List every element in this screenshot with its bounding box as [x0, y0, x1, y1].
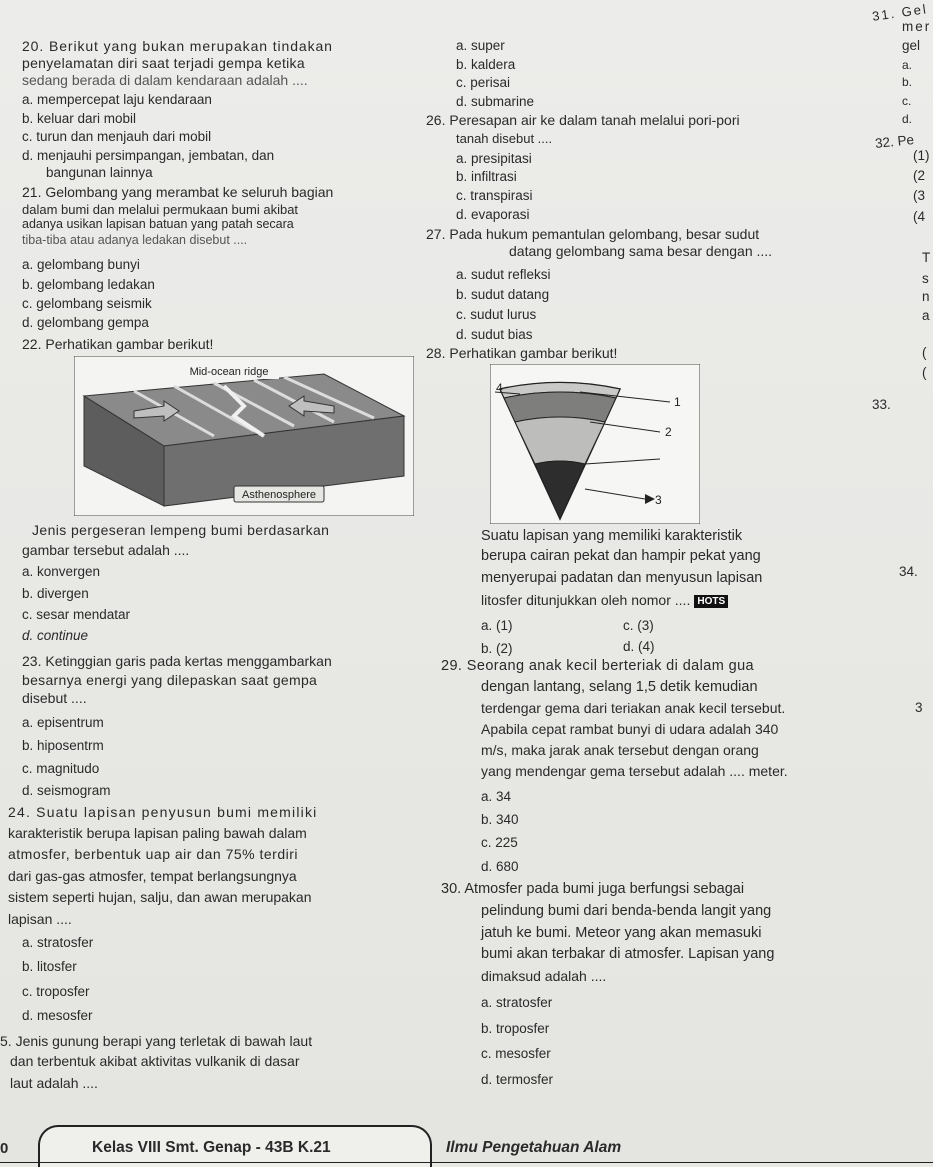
q29-option-c[interactable]: c. 225 — [481, 835, 518, 850]
frag-3: (3 — [913, 188, 926, 203]
frag-4: (4 — [913, 209, 926, 224]
q25-stem-1: 5. Jenis gunung berapi yang terletak di bawah laut — [0, 1033, 313, 1049]
q30-option-b[interactable]: b. troposfer — [481, 1021, 550, 1036]
q20-stem-1: 20. Berikut yang bukan merupakan tindakan — [22, 38, 333, 54]
q27-stem-1: 27. Pada hukum pemantulan gelombang, besar sudut — [426, 226, 760, 242]
frag-34: 34. — [899, 564, 918, 579]
q20-option-b[interactable]: b. keluar dari mobil — [22, 111, 137, 126]
frag-b: b. — [902, 75, 913, 89]
q20-option-d-cont: bangunan lainnya — [46, 165, 153, 180]
q22-option-a[interactable]: a. konvergen — [22, 564, 101, 579]
q20-stem-2: penyelamatan diri saat terjadi gempa ketika — [22, 55, 305, 71]
q20-option-c[interactable]: c. turun dan menjauh dari mobil — [22, 129, 212, 144]
q30-stem-5: dimaksud adalah .... — [481, 968, 607, 984]
frag-n: n — [922, 289, 930, 304]
label-2: 2 — [665, 425, 672, 439]
q24-option-a[interactable]: a. stratosfer — [22, 935, 94, 950]
q25-stem-2: dan terbentuk akibat aktivitas vulkanik di dasar — [10, 1053, 300, 1069]
q28-after-4-text: litosfer ditunjukkan oleh nomor .... — [481, 592, 691, 608]
q29-stem-3: terdengar gema dari teriakan anak kecil tersebut. — [481, 700, 786, 716]
q27-option-d[interactable]: d. sudut bias — [456, 327, 533, 342]
frag-gel: gel — [902, 38, 921, 53]
q22-option-c[interactable]: c. sesar mendatar — [22, 607, 131, 622]
frag-a: a. — [902, 58, 913, 72]
q24-stem-1: 24. Suatu lapisan penyusun bumi memiliki — [8, 804, 318, 820]
q30-option-c[interactable]: c. mesosfer — [481, 1046, 551, 1061]
q21-stem-2: dalam bumi dan melalui permukaan bumi akibat — [22, 202, 299, 217]
q21-stem-1: 21. Gelombang yang merambat ke seluruh bagian — [22, 184, 334, 200]
frag-paren1: ( — [922, 345, 927, 360]
q29-option-a[interactable]: a. 34 — [481, 789, 512, 804]
earth-layers-figure — [490, 364, 700, 524]
label-mid-ocean-ridge: Mid-ocean ridge — [189, 366, 269, 378]
q22-option-d[interactable]: d. continue — [22, 628, 89, 643]
q30-option-a[interactable]: a. stratosfer — [481, 995, 553, 1010]
frag-31: 31. Gel — [871, 1, 929, 24]
frag-a2: a — [922, 308, 930, 323]
q29-stem-2: dengan lantang, selang 1,5 detik kemudian — [481, 679, 758, 695]
q23-stem-2: besarnya energi yang dilepaskan saat gempa — [22, 672, 318, 688]
frag-35: 3 — [915, 700, 923, 715]
q28-after-4 — [481, 592, 728, 609]
label-3: 3 — [655, 493, 662, 507]
footer-subject: Ilmu Pengetahuan Alam — [446, 1139, 622, 1156]
frag-2: (2 — [913, 168, 926, 183]
q23-stem-3: disebut .... — [22, 690, 87, 706]
q22-after-1: Jenis pergeseran lempeng bumi berdasarkan — [32, 522, 330, 538]
q25-option-b[interactable]: b. kaldera — [456, 57, 516, 72]
q23-option-b[interactable]: b. hiposentrm — [22, 738, 104, 753]
q26-option-c[interactable]: c. transpirasi — [456, 188, 533, 203]
frag-1: (1) — [913, 148, 930, 163]
q21-option-d[interactable]: d. gelombang gempa — [22, 315, 149, 330]
q25-option-c[interactable]: c. perisai — [456, 75, 511, 90]
frag-T: T — [922, 250, 931, 265]
q21-option-c[interactable]: c. gelombang seismik — [22, 296, 152, 311]
q23-stem-1: 23. Ketinggian garis pada kertas menggambarkan — [22, 653, 332, 669]
frag-mer: mer — [902, 19, 932, 34]
q30-stem-2: pelindung bumi dari benda-benda langit yang — [481, 903, 772, 919]
q27-option-a[interactable]: a. sudut refleksi — [456, 267, 551, 282]
q28-option-a[interactable]: a. (1) — [481, 618, 513, 633]
q29-stem-1: 29. Seorang anak kecil berteriak di dalam gua — [441, 658, 755, 674]
q29-stem-6: yang mendengar gema tersebut adalah .... meter. — [481, 763, 788, 779]
q26-option-d[interactable]: d. evaporasi — [456, 207, 530, 222]
q23-option-c[interactable]: c. magnitudo — [22, 761, 100, 776]
frag-s: s — [922, 271, 929, 286]
q29-option-b[interactable]: b. 340 — [481, 812, 519, 827]
q24-option-c[interactable]: c. troposfer — [22, 984, 90, 999]
q28-option-b[interactable]: b. (2) — [481, 641, 513, 656]
q27-option-c[interactable]: c. sudut lurus — [456, 307, 537, 322]
q26-option-a[interactable]: a. presipitasi — [456, 151, 532, 166]
q24-option-d[interactable]: d. mesosfer — [22, 1008, 93, 1023]
frag-paren2: ( — [922, 365, 927, 380]
q27-stem-2: datang gelombang sama besar dengan .... — [509, 243, 773, 259]
q27-option-b[interactable]: b. sudut datang — [456, 287, 550, 302]
q30-option-d[interactable]: d. termosfer — [481, 1072, 554, 1087]
q20-option-a[interactable]: a. mempercepat laju kendaraan — [22, 92, 212, 107]
q23-option-d[interactable]: d. seismogram — [22, 783, 111, 798]
frag-32: 32. Pe — [874, 132, 915, 151]
q29-option-d[interactable]: d. 680 — [481, 859, 519, 874]
footer-class-title: Kelas VIII Smt. Genap - 43B K.21 — [92, 1139, 331, 1156]
label-1: 1 — [674, 395, 681, 409]
q25-option-d[interactable]: d. submarine — [456, 94, 535, 109]
q24-stem-3: atmosfer, berbentuk uap air dan 75% terdiri — [8, 846, 298, 862]
q21-option-a[interactable]: a. gelombang bunyi — [22, 257, 140, 272]
q22-option-b[interactable]: b. divergen — [22, 586, 89, 601]
frag-d: d. — [902, 112, 913, 126]
q28-option-d[interactable]: d. (4) — [623, 639, 655, 654]
q21-stem-4: tiba-tiba atau adanya ledakan disebut .... — [22, 233, 248, 247]
q26-stem-1: 26. Peresapan air ke dalam tanah melalui pori-pori — [426, 112, 740, 128]
hots-badge: HOTS — [694, 595, 728, 608]
q26-option-b[interactable]: b. infiltrasi — [456, 169, 517, 184]
q24-stem-5: sistem seperti hujan, salju, dan awan merupakan — [8, 889, 312, 905]
q20-option-d[interactable]: d. menjauhi persimpangan, jembatan, dan — [22, 148, 275, 163]
q24-stem-6: lapisan .... — [8, 911, 72, 927]
q29-stem-4: Apabila cepat rambat bunyi di udara adalah 340 — [481, 721, 779, 737]
q20-stem-3: sedang berada di dalam kendaraan adalah .... — [22, 72, 308, 88]
footer-page-fragment: 0 — [0, 1140, 9, 1157]
q30-stem-1: 30. Atmosfer pada bumi juga berfungsi sebagai — [441, 881, 745, 897]
q26-stem-2: tanah disebut .... — [456, 131, 553, 146]
q28-option-c[interactable]: c. (3) — [623, 618, 654, 633]
frag-c: c. — [902, 94, 912, 108]
q22-stem: 22. Perhatikan gambar berikut! — [22, 336, 214, 352]
q21-option-b[interactable]: b. gelombang ledakan — [22, 277, 155, 292]
q28-after-3: menyerupai padatan dan menyusun lapisan — [481, 570, 763, 586]
q22-after-2: gambar tersebut adalah .... — [22, 542, 190, 558]
q25-stem-3: laut adalah .... — [10, 1075, 98, 1091]
q30-stem-3: jatuh ke bumi. Meteor yang akan memasuki — [481, 925, 762, 941]
q28-after-1: Suatu lapisan yang memiliki karakteristik — [481, 528, 743, 544]
q23-option-a[interactable]: a. episentrum — [22, 715, 104, 730]
q30-stem-4: bumi akan terbakar di atmosfer. Lapisan yang — [481, 946, 775, 962]
q24-stem-4: dari gas-gas atmosfer, tempat berlangsungnya — [8, 868, 297, 884]
plate-boundary-figure — [74, 356, 414, 516]
q29-stem-5: m/s, maka jarak anak tersebut dengan orang — [481, 742, 759, 758]
label-asthenosphere: Asthenosphere — [242, 489, 316, 501]
q28-after-2: berupa cairan pekat dan hampir pekat yang — [481, 548, 761, 564]
q24-option-b[interactable]: b. litosfer — [22, 959, 77, 974]
q28-stem: 28. Perhatikan gambar berikut! — [426, 345, 618, 361]
q21-stem-3: adanya usikan lapisan batuan yang patah secara — [22, 217, 294, 231]
q25-option-a[interactable]: a. super — [456, 38, 505, 53]
frag-33: 33. — [872, 397, 891, 412]
label-4: 4 — [496, 381, 503, 395]
q24-stem-2: karakteristik berupa lapisan paling bawah dalam — [8, 825, 307, 841]
